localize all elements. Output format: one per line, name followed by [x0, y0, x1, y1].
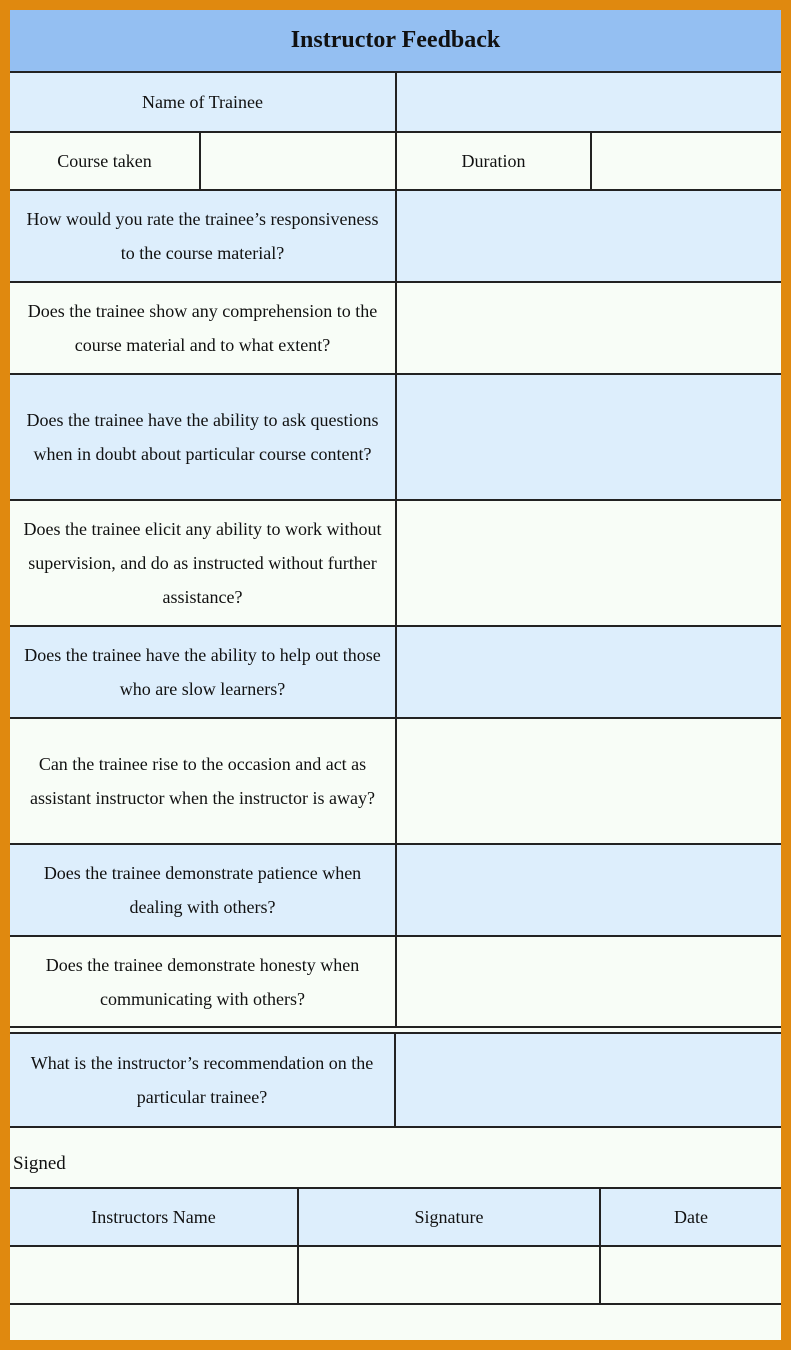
column-divider: [199, 131, 201, 189]
signed-label: Signed: [13, 1153, 66, 1174]
answer-1-field[interactable]: [397, 191, 781, 281]
date-header: Date: [601, 1189, 781, 1245]
name-of-trainee-label: Name of Trainee: [10, 73, 395, 131]
recommendation-field[interactable]: [396, 1034, 781, 1126]
question-6: Can the trainee rise to the occasion and act as assistant instructor when the instructor is away?: [10, 719, 395, 843]
answer-6-field[interactable]: [397, 719, 781, 843]
duration-field[interactable]: [592, 133, 781, 189]
instructors-name-field[interactable]: [10, 1247, 297, 1303]
row-divider: [10, 1126, 781, 1128]
answer-3-field[interactable]: [397, 375, 781, 499]
question-7: Does the trainee demonstrate patience when dealing with others?: [10, 845, 395, 935]
column-divider: [394, 1032, 396, 1126]
answer-2-field[interactable]: [397, 283, 781, 373]
answer-5-field[interactable]: [397, 627, 781, 717]
duration-label: Duration: [397, 133, 590, 189]
column-divider: [590, 131, 592, 189]
answer-8-field[interactable]: [397, 937, 781, 1026]
form-title: Instructor Feedback: [10, 10, 781, 73]
recommendation-question: What is the instructor’s recommendation on the particular trainee?: [10, 1034, 394, 1126]
row-divider: [10, 1303, 781, 1305]
instructors-name-header: Instructors Name: [10, 1189, 297, 1245]
question-5: Does the trainee have the ability to help out those who are slow learners?: [10, 627, 395, 717]
column-divider: [395, 73, 397, 1028]
question-4: Does the trainee elicit any ability to work without supervision, and do as instructed without further assistance?: [10, 501, 395, 625]
question-1: How would you rate the trainee’s responsiveness to the course material?: [10, 191, 395, 281]
question-8: Does the trainee demonstrate honesty when communicating with others?: [10, 937, 395, 1026]
name-of-trainee-field[interactable]: [395, 73, 781, 131]
question-3: Does the trainee have the ability to ask questions when in doubt about particular course content?: [10, 375, 395, 499]
course-taken-field[interactable]: [201, 133, 395, 189]
question-2: Does the trainee show any comprehension to the course material and to what extent?: [10, 283, 395, 373]
answer-4-field[interactable]: [397, 501, 781, 625]
answer-7-field[interactable]: [397, 845, 781, 935]
column-divider: [297, 1187, 299, 1305]
signature-header: Signature: [299, 1189, 599, 1245]
course-taken-label: Course taken: [10, 133, 199, 189]
signature-field[interactable]: [299, 1247, 599, 1303]
feedback-form: [10, 10, 781, 1340]
date-field[interactable]: [601, 1247, 781, 1303]
column-divider: [599, 1187, 601, 1305]
